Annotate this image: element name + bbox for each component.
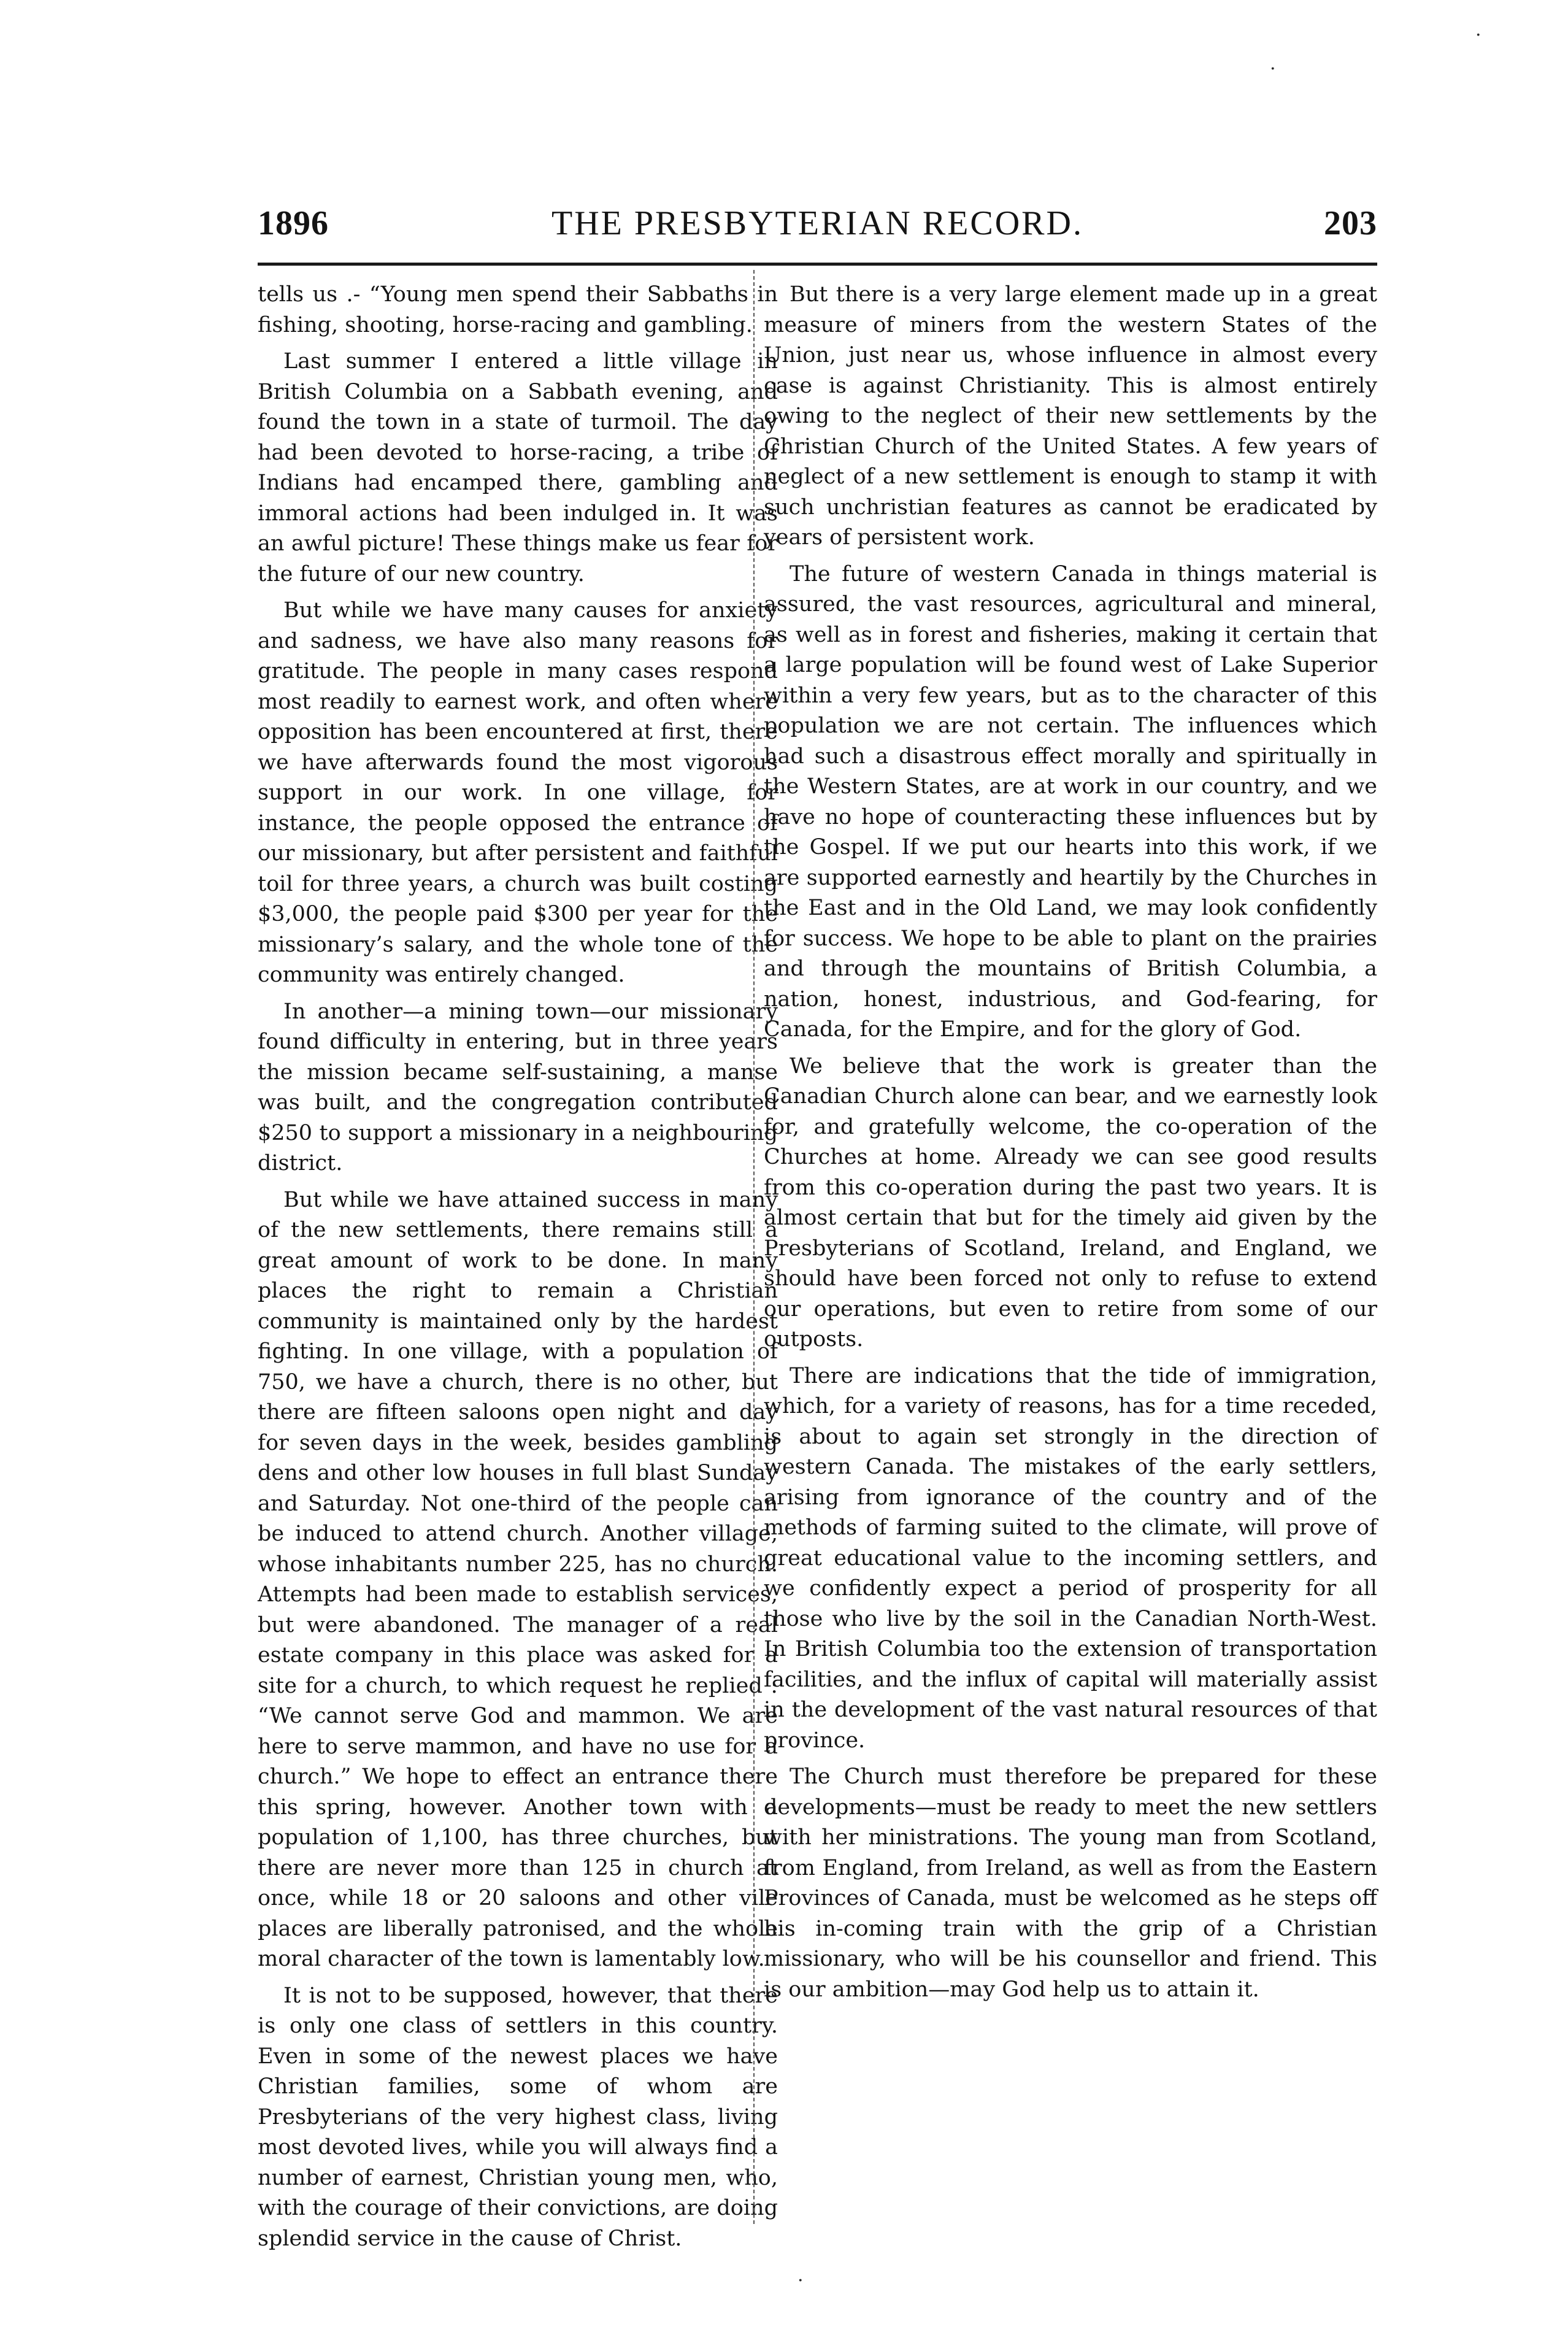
scan-speck: · [797,2270,804,2291]
paragraph: It is not to be supposed, however, that there is only one class of settlers in this country. Even in some of the newest places we have Christian families, some of whom are Presbyterians of the very highest class, living most devoted lives, while you will always find a number of earnest, Christian young men, who, with the courage of their convictions, are doing splendid service in the cause of Christ. [258,1983,778,2251]
page-number: 203 [1324,204,1377,242]
scan-speck: · [1270,58,1276,80]
paragraph: But while we have many causes for anxiety and sadness, we have also many reasons for gratitude. The people in many cases respond most readily to earnest work, and often where opposition has been encountered at first, there we have afterwards found the most vigorous support in our work. In one village, for instance, the people opposed the entrance of our missionary, but after persistent and faithful toil for three years, a church was built costing $3,000, the people paid $300 per year for the missionary’s salary, and the whole tone of the community was entirely changed. [258,598,778,987]
paragraph: In another—a mining town—our missionary found difficulty in entering, but in three years the mission became self-sustaining, a manse was built, and the congregation contributed $250 to support a missionary in a neighbouring district. [258,999,778,1175]
column-divider [753,270,755,2224]
paragraph: Last summer I entered a little village in British Columbia on a Sabbath evening, and found the town in a state of turmoil. The day had been devoted to horse-racing, a tribe of Indians had encamped there, gambling and immoral actions had been indulged in. It was an awful picture! These things make us fear for the future of our new country. [258,349,778,587]
left-column [258,280,778,2254]
paragraph: tells us .- “Young men spend their Sabbaths in fishing, shooting, horse-racing and gambling. [258,282,778,337]
paragraph: The future of western Canada in things material is assured, the vast resources, agricultural and mineral, as well as in forest and fisheries, making it certain that a large population will be found west of Lake Superior within a very few years, but as to the character of this population we are not certain. The influences which had such a disastrous effect morally and spiritually in the Western States, are at work in our country, and we have no hope of counteracting these influences but by the Gospel. If we put our hearts into this work, if we are supported earnestly and heartily by the Churches in the East and in the Old Land, we may look confidently for success. We hope to be able to plant on the prairies and through the mountains of British Columbia, a nation, honest, industrious, and God-fearing, for Canada, for the Empire, and for the glory of God. [764,561,1377,1042]
paragraph: But while we have attained success in many of the new settlements, there remains still a great amount of work to be done. In many places the right to remain a Christian community is maintained only by the hardest fighting. In one village, with a population of 750, we have a church, there is no other, but there are fifteen saloons open night and day for seven days in the week, besides gambling dens and other low houses in full blast Sunday and Saturday. Not one-third of the people can be induced to attend church. Another village, whose inhabitants number 225, has no church. Attempts had been made to establish services, but were abandoned. The manager of a real estate company in this place was asked for a site for a church, to which request he replied : “We cannot serve God and mammon. We are here to serve mammon, and have no use for a church.” We hope to effect an entrance there this spring, however. Another town with a population of 1,100, has three churches, but there are never more than 125 in church at once, while 18 or 20 saloons and other vile places are liberally patronised, and the whole moral character of the town is lamentably low. [258,1187,778,1971]
header-title: THE PRESBYTERIAN RECORD. [551,204,1083,242]
scan-speck: · [1475,25,1482,46]
header-rule [258,263,1377,266]
right-column [764,280,1377,2005]
paragraph: But there is a very large element made up in a great measure of miners from the western States of the Union, just near us, whose influence in almost every case is against Christianity. This is almost entirely owing to the neglect of their new settlements by the Christian Church of the United States. A few years of neglect of a new settlement is enough to stamp it with such unchristian features as cannot be eradicated by years of persistent work. [764,282,1377,550]
running-header [258,204,1377,253]
paragraph: We believe that the work is greater than the Canadian Church alone can bear, and we earnestly look for, and gratefully welcome, the co-operation of the Churches at home. Already we can see good results from this co-operation during the past two years. It is almost certain that but for the timely aid given by the Presbyterians of Scotland, Ireland, and England, we should have been forced not only to refuse to extend our operations, but even to retire from some of our outposts. [764,1053,1377,1352]
paragraph: The Church must therefore be prepared for these developments—must be ready to meet the new settlers with her ministrations. The young man from Scotland, from England, from Ireland, as well as from the Eastern Provinces of Canada, must be welcomed as he steps off his in-coming train with the grip of a Christian missionary, who will be his counsellor and friend. This is our ambition—may God help us to attain it. [764,1764,1377,2002]
paragraph: There are indications that the tide of immigration, which, for a variety of reasons, has for a time receded, is about to again set strongly in the direction of western Canada. The mistakes of the early settlers, arising from ignorance of the country and of the methods of farming suited to the climate, will prove of great educational value to the incoming settlers, and we confidently expect a period of prosperity for all those who live by the soil in the Canadian North-West. In British Columbia too the extension of transportation facilities, and the influx of capital will materially assist in the development of the vast natural resources of that province. [764,1363,1377,1753]
header-year: 1896 [258,204,329,242]
